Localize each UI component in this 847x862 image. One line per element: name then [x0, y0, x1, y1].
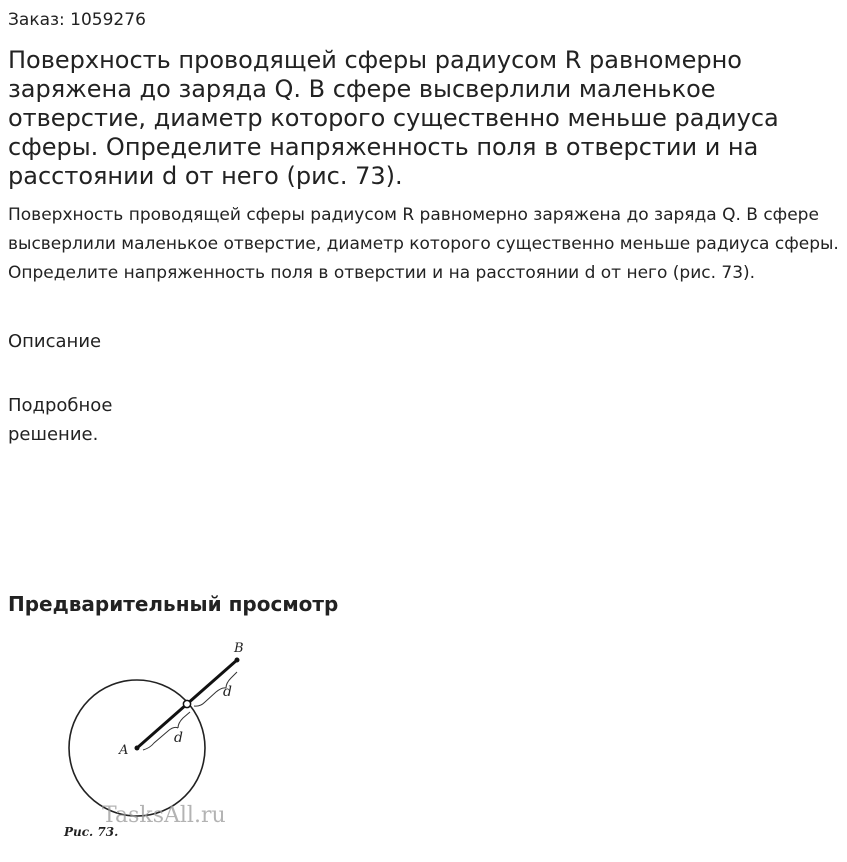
- label-d-outer: d: [223, 684, 232, 700]
- task-text: Поверхность проводящей сферы радиусом R равномерно заряжена до заряда Q. В сфере высверлили маленькое отверстие, диаметр которого существенно меньше радиуса сферы. Определите напряженность поля в отверстии и на расстоянии d от него (рис. 73).: [8, 205, 839, 283]
- description-label: Описание: [8, 331, 102, 352]
- task-title: Поверхность проводящей сферы радиусом R равномерно заряжена до заряда Q. В сфере высверлили маленькое отверстие, диаметр которого существенно меньше радиуса сферы. Определите напряженность поля в отверстии и на расстоянии d от него (рис. 73).: [8, 46, 779, 190]
- label-b: B: [234, 641, 244, 656]
- figure-caption: Рис. 73.: [64, 825, 119, 839]
- figure-drawing: [50, 630, 290, 845]
- label-d-inner: d: [174, 730, 183, 746]
- order-number: Заказ: 1059276: [8, 10, 146, 30]
- hole-marker: [183, 700, 190, 707]
- preview-heading: Предварительный просмотр: [8, 592, 339, 616]
- solution-note: Подробное решение.: [8, 395, 113, 445]
- watermark: TasksAll.ru: [102, 803, 226, 828]
- label-a: A: [119, 743, 129, 758]
- figure-73: [50, 630, 290, 845]
- point-b-dot: [235, 658, 240, 663]
- point-a-dot: [135, 746, 140, 751]
